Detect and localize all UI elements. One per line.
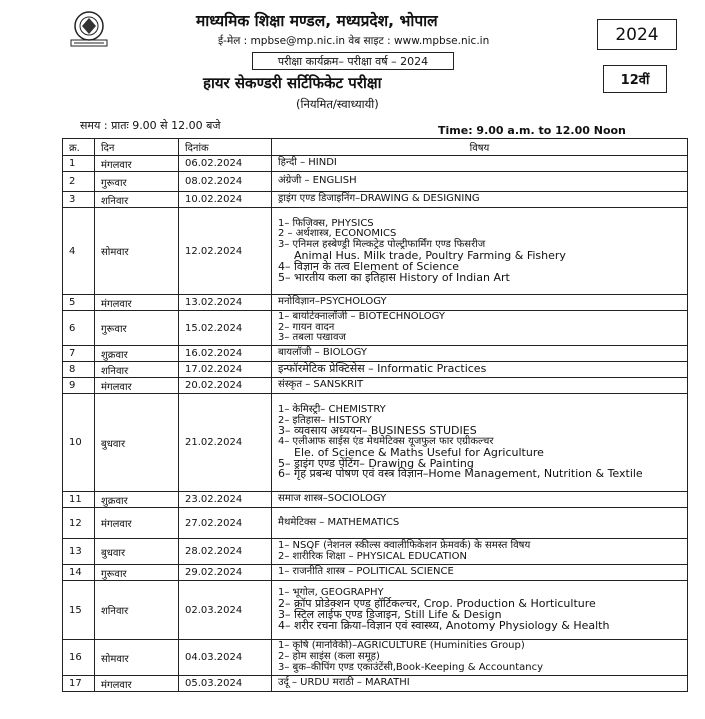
row-serial: 15 xyxy=(63,581,95,640)
row-day: मंगलवार xyxy=(95,676,179,692)
subject-line: 3– स्टिल लाईफ एण्ड डिजाइन, Still Life & Design xyxy=(278,608,502,621)
row-subjects xyxy=(272,295,688,311)
table-row xyxy=(63,156,688,172)
subject-line: 2– क्रॉप प्रोडेक्शन एण्ड हॉर्टिकल्चर, Crop. Production & Horticulture xyxy=(278,597,596,611)
row-day: गुरूवार xyxy=(95,172,179,192)
subject-line: अंग्रेजी – ENGLISH xyxy=(278,175,357,187)
table-row xyxy=(63,208,688,295)
header-subject: विषय xyxy=(272,139,688,156)
table-row xyxy=(63,394,688,492)
subject-line: 1– राजनीति शास्त्र – POLITICAL SCIENCE xyxy=(278,566,454,578)
table-row xyxy=(63,378,688,394)
subject-line: 5– भारतीय कला का इतिहास History of Indian Art xyxy=(278,270,510,284)
row-subjects xyxy=(272,311,688,346)
subject-line: 1– केमिस्ट्री– CHEMISTRY xyxy=(278,403,386,415)
subject-line: 2– इतिहास– HISTORY xyxy=(278,414,372,426)
row-date: 15.02.2024 xyxy=(179,311,272,346)
row-day: बुधवार xyxy=(95,394,179,492)
row-date: 17.02.2024 xyxy=(179,362,272,378)
subject-line: 6– गृह प्रबन्ध पोषण एवं वस्त्र विज्ञान–Home Management, Nutrition & Textile xyxy=(278,467,643,481)
row-serial: 2 xyxy=(63,172,95,192)
row-date: 29.02.2024 xyxy=(179,565,272,581)
row-date: 12.02.2024 xyxy=(179,208,272,295)
row-day: शनिवार xyxy=(95,192,179,208)
row-subjects xyxy=(272,508,688,539)
table-row xyxy=(63,640,688,676)
table-row xyxy=(63,676,688,692)
row-day: मंगलवार xyxy=(95,156,179,172)
row-serial: 12 xyxy=(63,508,95,539)
subject-line: हिन्दी – HINDI xyxy=(278,157,337,169)
row-subjects xyxy=(272,172,688,192)
row-day: शनिवार xyxy=(95,362,179,378)
row-day: मंगलवार xyxy=(95,295,179,311)
row-subjects xyxy=(272,539,688,565)
row-date: 28.02.2024 xyxy=(179,539,272,565)
contact-line: ई-मेल : mpbse@mp.nic.in वेब साइट : www.mpbse.nic.in xyxy=(218,35,490,47)
subject-line: 1– भूगोल, GEOGRAPHY xyxy=(278,587,384,599)
row-subjects xyxy=(272,378,688,394)
exam-timetable xyxy=(62,138,688,692)
row-day: सोमवार xyxy=(95,208,179,295)
subject-line: 1– फिजिक्स, PHYSICS xyxy=(278,217,374,229)
exam-title: हायर सेकण्डरी सर्टिफिकेट परीक्षा xyxy=(203,74,382,92)
table-row xyxy=(63,565,688,581)
header-day: दिन xyxy=(95,139,179,156)
table-row xyxy=(63,508,688,539)
row-date: 13.02.2024 xyxy=(179,295,272,311)
row-serial: 10 xyxy=(63,394,95,492)
subject-line: 2 – अर्थशास्त्र, ECONOMICS xyxy=(278,228,397,240)
subject-line: समाज शास्त्र–SOCIOLOGY xyxy=(278,493,387,505)
row-serial: 6 xyxy=(63,311,95,346)
subject-line: 3– तबला पखावज xyxy=(278,332,346,344)
table-row xyxy=(63,346,688,362)
row-subjects xyxy=(272,346,688,362)
subject-line: 3– एनिमल हस्बेण्ड्री मिल्कट्रेड पोल्ट्रीफार्मिंग एण्ड फिसरीज xyxy=(278,239,486,251)
subject-line: संस्कृत – SANSKRIT xyxy=(278,379,364,391)
exam-mode: (नियमित/स्वाध्यायी) xyxy=(296,97,379,111)
subject-line: 4– विज्ञान के तत्व Element of Science xyxy=(278,259,459,273)
row-date: 21.02.2024 xyxy=(179,394,272,492)
row-date: 02.03.2024 xyxy=(179,581,272,640)
subject-line: 1– NSQF (नेशनल स्कील्स क्वालीफिकेशन फ्रेमवर्क) के समस्त विषय xyxy=(278,539,531,551)
board-title: माध्यमिक शिक्षा मण्डल, मध्यप्रदेश, भोपाल xyxy=(196,12,438,30)
row-subjects xyxy=(272,362,688,378)
subject-line: बायलॉजी – BIOLOGY xyxy=(278,347,367,359)
subject-line: मैथमेटिक्स – MATHEMATICS xyxy=(278,516,400,528)
row-serial: 13 xyxy=(63,539,95,565)
year-box: 2024 xyxy=(597,19,677,50)
row-subjects xyxy=(272,581,688,640)
table-row xyxy=(63,362,688,378)
subject-line: 2– होम साइंस (कला समूह) xyxy=(278,651,380,663)
header-serial: क्र. xyxy=(63,139,95,156)
row-subjects xyxy=(272,208,688,295)
row-serial: 9 xyxy=(63,378,95,394)
subject-line: 3– व्यवसाय अध्ययन– BUSINESS STUDIES xyxy=(278,424,477,438)
subject-line: Animal Hus. Milk trade, Poultry Farming & Fishery xyxy=(294,249,566,262)
grade-box: 12वीं xyxy=(603,65,667,93)
row-serial: 1 xyxy=(63,156,95,172)
row-serial: 7 xyxy=(63,346,95,362)
row-date: 27.02.2024 xyxy=(179,508,272,539)
subject-line: 2– गायन वादन xyxy=(278,321,335,333)
row-subjects xyxy=(272,156,688,172)
row-date: 08.02.2024 xyxy=(179,172,272,192)
row-serial: 14 xyxy=(63,565,95,581)
subject-line: 3– बुक–कीपिंग एण्ड एकाउंटेंसी,Book-Keeping & Accountancy xyxy=(278,661,544,673)
row-subjects xyxy=(272,394,688,492)
subject-line: Ele. of Science & Maths Useful for Agriculture xyxy=(294,445,544,459)
subject-line: ड्राइंग एण्ड डिजाइनिंग–DRAWING & DESIGNING xyxy=(278,193,480,205)
row-day: शनिवार xyxy=(95,581,179,640)
row-day: गुरूवार xyxy=(95,565,179,581)
table-header-row xyxy=(63,139,688,156)
subject-line: 5– ड्राइंग एण्ड पेंटिंग– Drawing & Painting xyxy=(278,456,474,470)
subject-line: 1– बायोटेक्नालॉजी – BIOTECHNOLOGY xyxy=(278,310,446,322)
row-date: 23.02.2024 xyxy=(179,492,272,508)
row-date: 20.02.2024 xyxy=(179,378,272,394)
row-date: 05.03.2024 xyxy=(179,676,272,692)
row-serial: 16 xyxy=(63,640,95,676)
row-serial: 3 xyxy=(63,192,95,208)
subject-line: इन्फॉरमेटिक प्रेक्टिसेस – Informatic Practices xyxy=(278,362,487,376)
row-subjects xyxy=(272,640,688,676)
row-serial: 17 xyxy=(63,676,95,692)
row-subjects xyxy=(272,676,688,692)
subject-line: मनोविज्ञान–PSYCHOLOGY xyxy=(278,296,387,308)
table-row xyxy=(63,581,688,640)
timetable-body xyxy=(63,156,688,692)
table-row xyxy=(63,295,688,311)
row-subjects xyxy=(272,192,688,208)
subject-line: 4– शरीर रचना क्रिया–विज्ञान एवं स्वास्थ्य, Anotomy Physiology & Health xyxy=(278,618,610,632)
row-day: सोमवार xyxy=(95,640,179,676)
time-english: Time: 9.00 a.m. to 12.00 Noon xyxy=(438,124,626,137)
header-date: दिनांक xyxy=(179,139,272,156)
time-hindi: समय : प्रातः 9.00 से 12.00 बजे xyxy=(80,119,221,132)
table-row xyxy=(63,492,688,508)
row-date: 16.02.2024 xyxy=(179,346,272,362)
table-row xyxy=(63,172,688,192)
table-row xyxy=(63,311,688,346)
row-serial: 5 xyxy=(63,295,95,311)
subject-line: 4– एलीआफ साईस एंड मेथमेटिक्स यूजफुल फार एग्रीकल्चर xyxy=(278,436,494,448)
row-serial: 4 xyxy=(63,208,95,295)
row-subjects xyxy=(272,492,688,508)
subject-line: उर्दू – URDU मराठी – MARATHI xyxy=(278,677,410,689)
row-day: शुक्रवार xyxy=(95,346,179,362)
row-serial: 11 xyxy=(63,492,95,508)
row-date: 10.02.2024 xyxy=(179,192,272,208)
row-date: 04.03.2024 xyxy=(179,640,272,676)
row-day: बुधवार xyxy=(95,539,179,565)
row-day: मंगलवार xyxy=(95,378,179,394)
row-subjects xyxy=(272,565,688,581)
row-day: गुरूवार xyxy=(95,311,179,346)
row-serial: 8 xyxy=(63,362,95,378)
table-row xyxy=(63,192,688,208)
row-day: मंगलवार xyxy=(95,508,179,539)
board-emblem-icon xyxy=(62,10,116,48)
subject-line: 1– कृषि (मानविकी)–AGRICULTURE (Huminities Group) xyxy=(278,640,525,652)
row-day: शुक्रवार xyxy=(95,492,179,508)
subject-line: 2– शारीरिक शिक्षा – PHYSICAL EDUCATION xyxy=(278,550,467,562)
programme-label: परीक्षा कार्यक्रम– परीक्षा वर्ष – 2024 xyxy=(252,52,454,70)
table-row xyxy=(63,539,688,565)
row-date: 06.02.2024 xyxy=(179,156,272,172)
